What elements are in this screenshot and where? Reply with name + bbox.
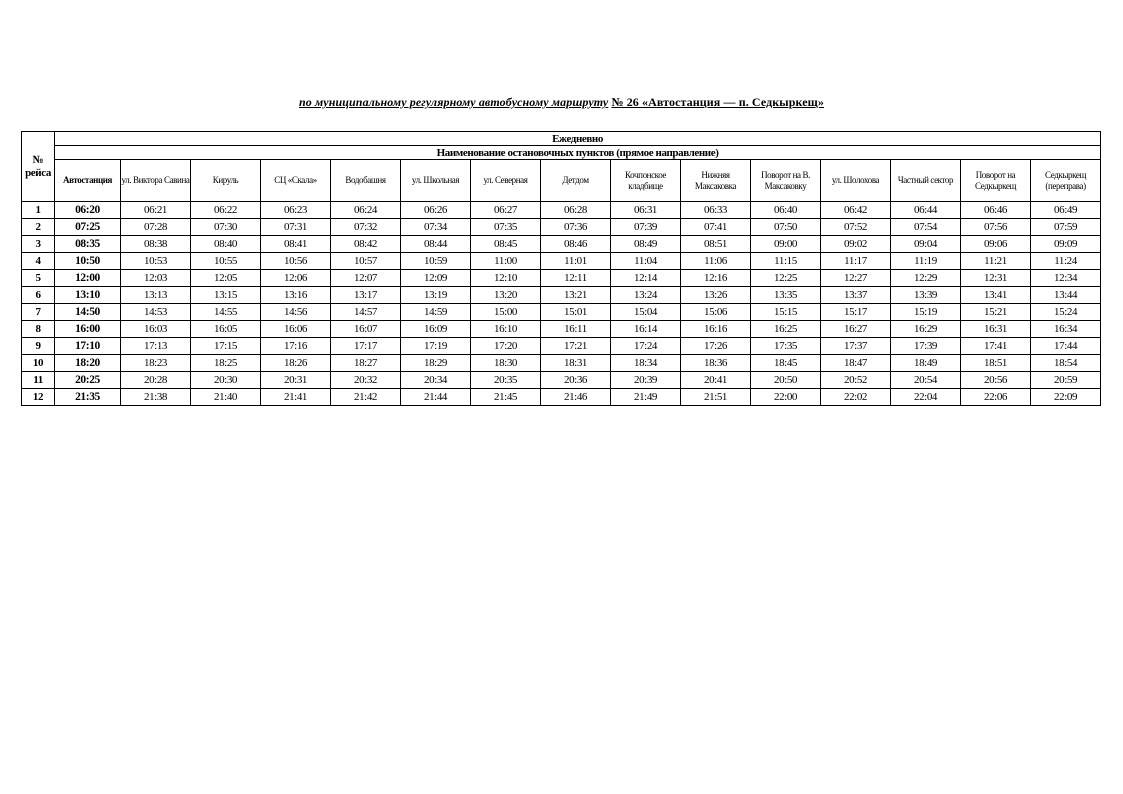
stop-time: 08:44 (401, 236, 471, 253)
stop-time: 10:59 (401, 253, 471, 270)
stop-time: 21:41 (261, 389, 331, 406)
stop-time: 20:56 (961, 372, 1031, 389)
stop-header-15: Седкыркещ (переправа) (1031, 160, 1101, 202)
trip-number: 3 (22, 236, 55, 253)
trip-number: 11 (22, 372, 55, 389)
stops-row (22, 160, 1101, 202)
stop-time: 13:39 (891, 287, 961, 304)
stop-time: 08:41 (261, 236, 331, 253)
stop-time: 18:47 (821, 355, 891, 372)
table-row (22, 253, 1101, 270)
stop-time: 06:26 (401, 202, 471, 219)
departure-time: 08:35 (55, 236, 121, 253)
stop-header-3: Кируль (191, 160, 261, 202)
table-row (22, 389, 1101, 406)
stop-time: 13:37 (821, 287, 891, 304)
stop-time: 15:06 (681, 304, 751, 321)
stop-time: 18:26 (261, 355, 331, 372)
stop-time: 10:56 (261, 253, 331, 270)
stop-time: 07:50 (751, 219, 821, 236)
trips-body (22, 202, 1101, 406)
trip-number: 4 (22, 253, 55, 270)
stop-time: 16:09 (401, 321, 471, 338)
table-row (22, 219, 1101, 236)
stop-time: 16:34 (1031, 321, 1101, 338)
trip-number-header: № рейса (22, 132, 55, 202)
stop-time: 11:04 (611, 253, 681, 270)
stop-time: 12:05 (191, 270, 261, 287)
stop-time: 20:52 (821, 372, 891, 389)
trip-number: 12 (22, 389, 55, 406)
stop-time: 13:15 (191, 287, 261, 304)
stop-time: 13:41 (961, 287, 1031, 304)
stop-time: 15:00 (471, 304, 541, 321)
stop-time: 22:02 (821, 389, 891, 406)
stop-time: 07:35 (471, 219, 541, 236)
departure-time: 21:35 (55, 389, 121, 406)
trip-number: 7 (22, 304, 55, 321)
stop-time: 06:31 (611, 202, 681, 219)
table-row (22, 338, 1101, 355)
stop-time: 13:26 (681, 287, 751, 304)
stop-time: 16:31 (961, 321, 1031, 338)
table-row (22, 287, 1101, 304)
stop-time: 16:25 (751, 321, 821, 338)
stop-time: 12:06 (261, 270, 331, 287)
stop-time: 12:10 (471, 270, 541, 287)
stop-time: 06:24 (331, 202, 401, 219)
departure-time: 14:50 (55, 304, 121, 321)
stop-time: 15:24 (1031, 304, 1101, 321)
stop-time: 07:41 (681, 219, 751, 236)
stop-time: 14:59 (401, 304, 471, 321)
stop-time: 17:39 (891, 338, 961, 355)
stop-time: 06:21 (121, 202, 191, 219)
stop-time: 07:59 (1031, 219, 1101, 236)
stop-time: 07:34 (401, 219, 471, 236)
stop-time: 20:28 (121, 372, 191, 389)
table-row (22, 236, 1101, 253)
departure-time: 07:25 (55, 219, 121, 236)
stop-time: 18:36 (681, 355, 751, 372)
trip-number: 5 (22, 270, 55, 287)
stop-time: 12:03 (121, 270, 191, 287)
stop-time: 15:17 (821, 304, 891, 321)
stop-time: 15:15 (751, 304, 821, 321)
stop-time: 17:41 (961, 338, 1031, 355)
stop-time: 17:15 (191, 338, 261, 355)
stop-time: 11:24 (1031, 253, 1101, 270)
stop-time: 12:31 (961, 270, 1031, 287)
stop-time: 12:14 (611, 270, 681, 287)
stop-time: 17:26 (681, 338, 751, 355)
stop-time: 14:55 (191, 304, 261, 321)
departure-time: 18:20 (55, 355, 121, 372)
stop-time: 22:00 (751, 389, 821, 406)
stop-time: 20:50 (751, 372, 821, 389)
stop-time: 14:57 (331, 304, 401, 321)
stop-time: 09:04 (891, 236, 961, 253)
stop-time: 17:21 (541, 338, 611, 355)
stop-header-13: Частный сектор (891, 160, 961, 202)
stop-time: 11:21 (961, 253, 1031, 270)
stop-time: 18:30 (471, 355, 541, 372)
table-row (22, 270, 1101, 287)
stop-time: 12:11 (541, 270, 611, 287)
stop-time: 20:30 (191, 372, 261, 389)
stop-time: 13:16 (261, 287, 331, 304)
stop-time: 06:27 (471, 202, 541, 219)
trip-number: 2 (22, 219, 55, 236)
stop-time: 20:39 (611, 372, 681, 389)
stop-time: 18:51 (961, 355, 1031, 372)
stop-time: 17:35 (751, 338, 821, 355)
stop-time: 20:54 (891, 372, 961, 389)
stop-time: 08:49 (611, 236, 681, 253)
stop-header-1: Автостанция (55, 160, 121, 202)
stop-header-5: Водобашня (331, 160, 401, 202)
stop-time: 16:10 (471, 321, 541, 338)
stop-time: 13:13 (121, 287, 191, 304)
stop-time: 18:27 (331, 355, 401, 372)
trip-number: 9 (22, 338, 55, 355)
stop-time: 12:16 (681, 270, 751, 287)
stop-time: 06:46 (961, 202, 1031, 219)
stop-time: 22:06 (961, 389, 1031, 406)
stop-time: 08:40 (191, 236, 261, 253)
stop-time: 07:28 (121, 219, 191, 236)
stop-time: 21:46 (541, 389, 611, 406)
stop-header-2: ул. Виктора Савина (121, 160, 191, 202)
departure-time: 16:00 (55, 321, 121, 338)
stop-time: 18:23 (121, 355, 191, 372)
stop-time: 06:22 (191, 202, 261, 219)
table-row (22, 304, 1101, 321)
table-row (22, 355, 1101, 372)
stop-time: 07:31 (261, 219, 331, 236)
stop-time: 07:52 (821, 219, 891, 236)
stop-time: 17:17 (331, 338, 401, 355)
stop-time: 18:34 (611, 355, 681, 372)
stop-time: 17:24 (611, 338, 681, 355)
stop-time: 11:17 (821, 253, 891, 270)
stop-time: 18:49 (891, 355, 961, 372)
stop-time: 06:23 (261, 202, 331, 219)
departure-time: 06:20 (55, 202, 121, 219)
stop-time: 09:09 (1031, 236, 1101, 253)
stop-time: 16:07 (331, 321, 401, 338)
stop-time: 14:53 (121, 304, 191, 321)
stop-time: 08:51 (681, 236, 751, 253)
stop-time: 14:56 (261, 304, 331, 321)
stop-names-header: Наименование остановочных пунктов (прямое направление) (55, 146, 1101, 160)
stop-time: 17:37 (821, 338, 891, 355)
stop-time: 20:32 (331, 372, 401, 389)
departure-time: 17:10 (55, 338, 121, 355)
stop-time: 13:44 (1031, 287, 1101, 304)
stop-time: 08:46 (541, 236, 611, 253)
stop-header-9: Кочпонское кладбище (611, 160, 681, 202)
departure-time: 12:00 (55, 270, 121, 287)
stop-time: 15:04 (611, 304, 681, 321)
stop-time: 17:20 (471, 338, 541, 355)
stop-header-6: ул. Школьная (401, 160, 471, 202)
stop-time: 21:42 (331, 389, 401, 406)
stop-time: 12:27 (821, 270, 891, 287)
stop-time: 16:05 (191, 321, 261, 338)
stop-time: 12:07 (331, 270, 401, 287)
stop-time: 21:40 (191, 389, 261, 406)
stop-time: 17:44 (1031, 338, 1101, 355)
trip-number: 8 (22, 321, 55, 338)
stop-time: 15:21 (961, 304, 1031, 321)
stop-time: 12:29 (891, 270, 961, 287)
table-row (22, 372, 1101, 389)
stop-time: 06:40 (751, 202, 821, 219)
stop-time: 06:42 (821, 202, 891, 219)
stop-time: 17:16 (261, 338, 331, 355)
stop-time: 16:27 (821, 321, 891, 338)
stop-time: 20:36 (541, 372, 611, 389)
stop-time: 17:19 (401, 338, 471, 355)
stop-time: 11:15 (751, 253, 821, 270)
stop-time: 08:45 (471, 236, 541, 253)
stop-time: 08:42 (331, 236, 401, 253)
table-row (22, 202, 1101, 219)
stop-header-7: ул. Северная (471, 160, 541, 202)
stop-time: 20:31 (261, 372, 331, 389)
stop-time: 06:49 (1031, 202, 1101, 219)
stop-time: 17:13 (121, 338, 191, 355)
stop-time: 15:01 (541, 304, 611, 321)
trip-number: 1 (22, 202, 55, 219)
stop-header-11: Поворот на В. Максаковку (751, 160, 821, 202)
stop-time: 07:54 (891, 219, 961, 236)
stop-time: 21:38 (121, 389, 191, 406)
stop-time: 13:35 (751, 287, 821, 304)
stop-time: 18:45 (751, 355, 821, 372)
stop-time: 06:28 (541, 202, 611, 219)
stop-time: 12:09 (401, 270, 471, 287)
stop-time: 22:04 (891, 389, 961, 406)
departure-time: 20:25 (55, 372, 121, 389)
stop-time: 13:17 (331, 287, 401, 304)
table-row (22, 321, 1101, 338)
stop-time: 16:16 (681, 321, 751, 338)
stop-time: 11:01 (541, 253, 611, 270)
departure-time: 13:10 (55, 287, 121, 304)
stop-time: 12:25 (751, 270, 821, 287)
stop-time: 18:54 (1031, 355, 1101, 372)
stop-time: 20:41 (681, 372, 751, 389)
stop-time: 20:35 (471, 372, 541, 389)
document-title (0, 95, 1123, 110)
stop-time: 07:32 (331, 219, 401, 236)
stop-time: 12:34 (1031, 270, 1101, 287)
stop-time: 11:00 (471, 253, 541, 270)
stop-time: 09:00 (751, 236, 821, 253)
stop-time: 10:57 (331, 253, 401, 270)
stop-header-14: Поворот на Седкыркещ (961, 160, 1031, 202)
stop-time: 20:34 (401, 372, 471, 389)
stop-time: 18:31 (541, 355, 611, 372)
departure-time: 10:50 (55, 253, 121, 270)
stop-time: 16:29 (891, 321, 961, 338)
stop-header-4: СЦ «Скала» (261, 160, 331, 202)
stop-time: 13:19 (401, 287, 471, 304)
stop-time: 06:44 (891, 202, 961, 219)
stop-time: 11:19 (891, 253, 961, 270)
stop-time: 09:06 (961, 236, 1031, 253)
stop-time: 16:06 (261, 321, 331, 338)
schedule-table (21, 131, 1101, 406)
stop-time: 13:21 (541, 287, 611, 304)
stop-time: 13:20 (471, 287, 541, 304)
stop-time: 07:56 (961, 219, 1031, 236)
title-route: № 26 «Автостанция — п. Седкыркещ» (611, 95, 824, 109)
stop-time: 22:09 (1031, 389, 1101, 406)
stop-time: 09:02 (821, 236, 891, 253)
daily-header: Ежедневно (55, 132, 1101, 146)
stop-time: 10:53 (121, 253, 191, 270)
stop-time: 21:44 (401, 389, 471, 406)
stop-header-12: ул. Шолохова (821, 160, 891, 202)
stop-time: 07:30 (191, 219, 261, 236)
stop-time: 16:14 (611, 321, 681, 338)
stop-time: 20:59 (1031, 372, 1101, 389)
stop-time: 21:49 (611, 389, 681, 406)
stop-time: 08:38 (121, 236, 191, 253)
stop-time: 21:45 (471, 389, 541, 406)
stop-time: 18:25 (191, 355, 261, 372)
stop-time: 13:24 (611, 287, 681, 304)
stop-time: 06:33 (681, 202, 751, 219)
stop-time: 18:29 (401, 355, 471, 372)
stop-time: 21:51 (681, 389, 751, 406)
stop-time: 16:03 (121, 321, 191, 338)
stop-time: 11:06 (681, 253, 751, 270)
stop-time: 07:39 (611, 219, 681, 236)
trip-number: 10 (22, 355, 55, 372)
schedule-header (22, 132, 1101, 202)
stop-time: 10:55 (191, 253, 261, 270)
stop-time: 15:19 (891, 304, 961, 321)
trip-number: 6 (22, 287, 55, 304)
stop-header-8: Детдом (541, 160, 611, 202)
title-lead: по муниципальному регулярному автобусному маршруту (299, 95, 609, 109)
stop-header-10: Нижняя Максаковка (681, 160, 751, 202)
stop-time: 07:36 (541, 219, 611, 236)
stop-time: 16:11 (541, 321, 611, 338)
